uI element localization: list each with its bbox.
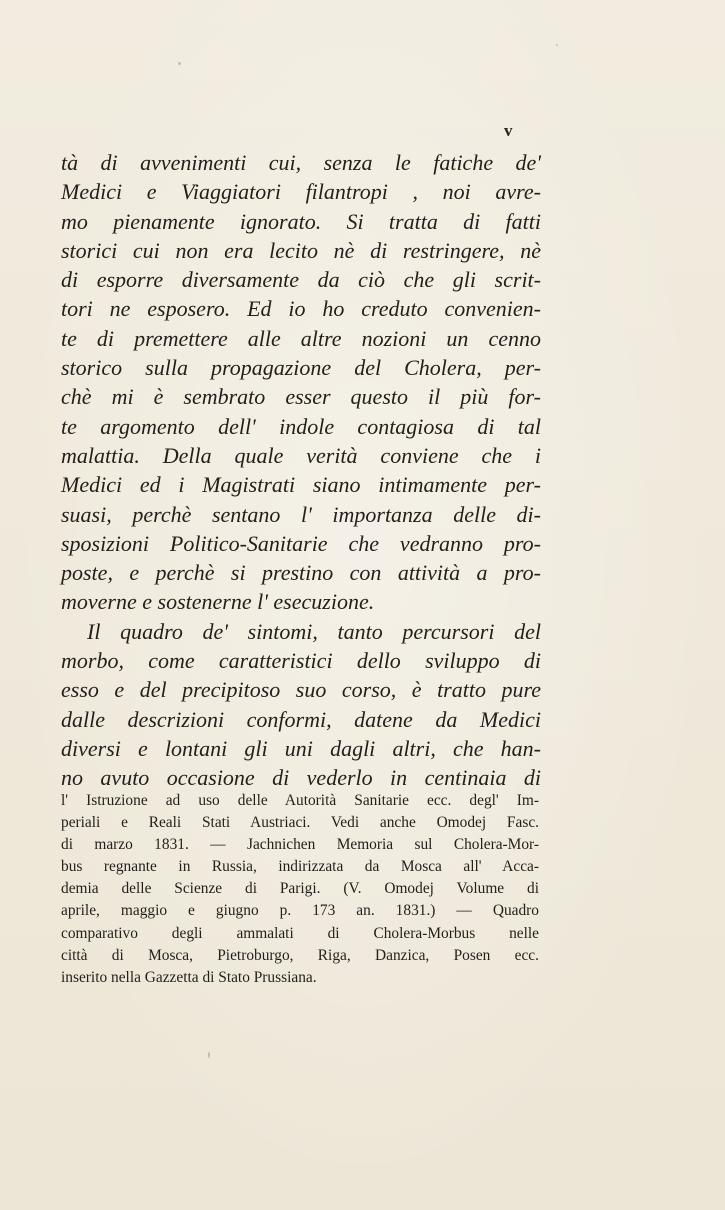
text-line: poste, e perchè si prestino con attività a pro- <box>61 560 541 586</box>
paper-speck <box>178 62 181 65</box>
text-line: suasi, perchè sentano l' importanza delle di- <box>61 501 541 527</box>
main-text <box>61 148 541 793</box>
footnote-line: l' Istruzione ad uso delle Autorità Sanitarie ecc. degl' Im- <box>61 792 539 809</box>
text-line: te di premettere alle altre nozioni un cenno <box>61 325 541 351</box>
footnote-line: aprile, maggio e giugno p. 173 an. 1831.) — Quadro <box>61 902 539 920</box>
footnote-line: di marzo 1831. — Jachnichen Memoria sul Cholera-Mor- <box>61 836 539 854</box>
text-line: mo pienamente ignorato. Si tratta di fatti <box>61 208 541 234</box>
paper-speck <box>208 1052 210 1058</box>
footnote-line: comparativo degli ammalati di Cholera-Morbus nelle <box>61 924 539 942</box>
page-number: v <box>504 121 513 140</box>
footnote-line: bus regnante in Russia, indirizzata da Mosca all' Acca- <box>61 858 539 876</box>
paragraph-first-line: Il quadro de' sintomi, tanto percursori del <box>87 618 541 644</box>
text-line: storico sulla propagazione del Cholera, per- <box>61 355 541 381</box>
text-line: te argomento dell' indole contagiosa di tal <box>61 413 541 439</box>
text-line: storici cui non era lecito nè di restringere, nè <box>61 237 541 263</box>
text-line: esso e del precipitoso suo corso, è tratto pure <box>61 677 541 703</box>
footnote-line: inserito nella Gazzetta di Stato Prussiana. <box>61 968 317 986</box>
text-line: diversi e lontani gli uni dagli altri, che han- <box>61 735 541 761</box>
footnote-line: periali e Reali Stati Austriaci. Vedi anche Omodej Fasc. <box>61 814 539 832</box>
footnote-line: demia delle Scienze di Parigi. (V. Omodej Volume di <box>61 880 539 898</box>
text-line: tori ne esposero. Ed io ho creduto convenien- <box>61 296 541 322</box>
footnote-block <box>61 790 539 989</box>
text-line: malattia. Della quale verità conviene che i <box>61 442 541 468</box>
text-line: moverne e sostenerne l' esecuzione. <box>61 589 375 615</box>
paper-speck <box>556 44 558 46</box>
text-line: Medici ed i Magistrati siano intimamente per- <box>61 472 541 498</box>
text-line: dalle descrizioni conformi, datene da Medici <box>61 706 541 732</box>
text-line: tà di avvenimenti cui, senza le fatiche de' <box>61 150 541 175</box>
text-line: morbo, come caratteristici dello sviluppo di <box>61 648 541 674</box>
text-line: chè mi è sembrato esser questo il più for- <box>61 384 541 410</box>
text-line: sposizioni Politico-Sanitarie che vedranno pro- <box>61 530 541 556</box>
footnote-line: città di Mosca, Pietroburgo, Riga, Danzica, Posen ecc. <box>61 946 539 964</box>
text-line: Medici e Viaggiatori filantropi , noi avre- <box>61 179 541 205</box>
text-line: no avuto occasione di vederlo in centinaia di <box>61 765 541 791</box>
text-line: di esporre diversamente da ciò che gli scrit- <box>61 267 541 293</box>
